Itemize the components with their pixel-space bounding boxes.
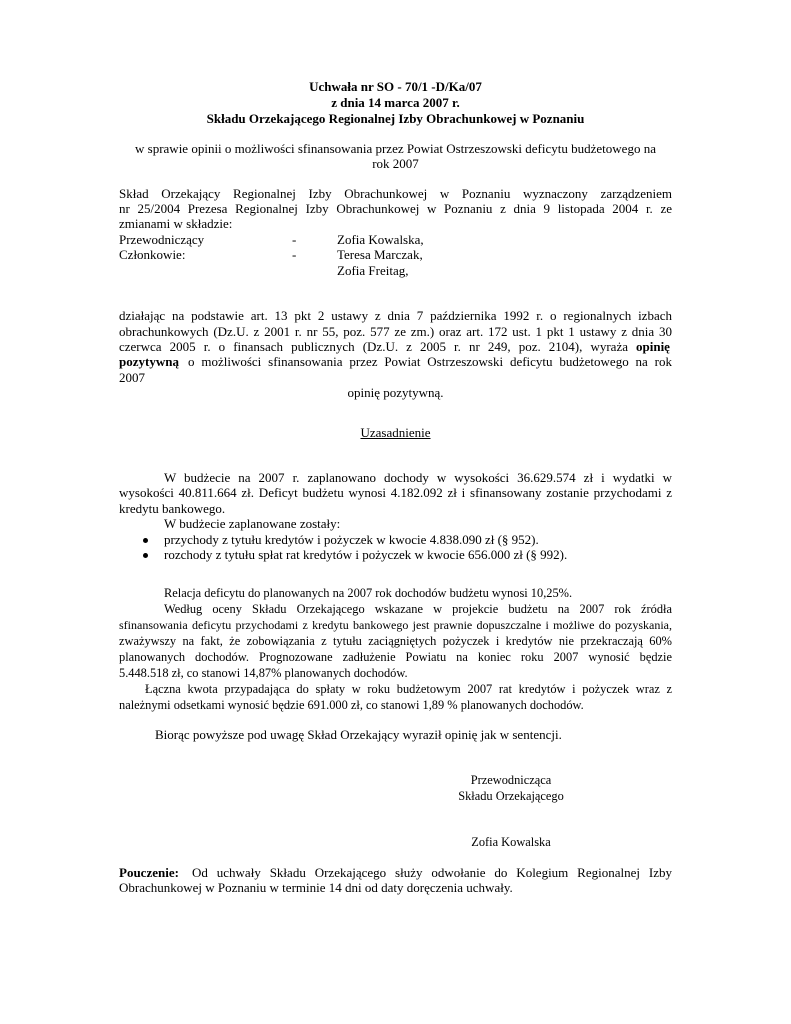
justification-title: Uzasadnienie bbox=[360, 425, 431, 440]
decision-opinion-bold: opinię bbox=[636, 339, 670, 354]
members-label: Członkowie: bbox=[119, 247, 186, 262]
bullet-item: przychody z tytułu kredytów i pożyczek w kwocie 4.838.090 zł (§ 952). bbox=[164, 532, 539, 547]
justification-p4-line-2: należnymi odsetkami wynosić będzie 691.000 zł, co stanowi 1,89 % planowanych dochodów. bbox=[119, 698, 584, 712]
signature-name: Zofia Kowalska bbox=[471, 835, 551, 849]
signature-role-2: Składu Orzekającego bbox=[458, 789, 564, 803]
resolution-number: Uchwała nr SO - 70/1 -D/Ka/07 bbox=[309, 79, 482, 94]
subject-line-1: w sprawie opinii o możliwości sfinansowania przez Powiat Ostrzeszowski deficytu budżetowego na bbox=[135, 141, 656, 156]
planned-intro: W budżecie zaplanowane zostały: bbox=[164, 516, 341, 531]
bullet-item: rozchody z tytułu spłat rat kredytów i pożyczek w kwocie 656.000 zł (§ 992). bbox=[164, 547, 568, 562]
decision-line-5: 2007 bbox=[119, 370, 145, 385]
chair-label: Przewodniczący bbox=[119, 232, 205, 247]
decision-positive-bold: pozytywną bbox=[119, 354, 179, 369]
signature-role-1: Przewodnicząca bbox=[470, 773, 552, 787]
instruction-line-2: Obrachunkowej w Poznaniu w terminie 14 dni od daty doręczenia uchwały. bbox=[119, 880, 513, 895]
resolution-date: z dnia 14 marca 2007 r. bbox=[331, 95, 460, 110]
justification-p4-line-1: Łączna kwota przypadająca do spłaty w roku budżetowym 2007 rat kredytów i pożyczek wraz z bbox=[145, 682, 672, 696]
justification-p3-line-1: Według oceny Składu Orzekającego wskazane w projekcie budżetu na 2007 rok źródła bbox=[164, 602, 672, 616]
justification-p3-line-2: sfinansowania deficytu przychodami z kredytu bankowego jest prawnie dopuszczalne i możliwe do pozyskania, bbox=[119, 618, 672, 632]
instruction-label: Pouczenie: bbox=[119, 865, 179, 880]
chair-name: Zofia Kowalska, bbox=[337, 232, 424, 247]
justification-p3-line-3: zważywszy na fakt, że zobowiązania z tytułu zaciągniętych pożyczek i kredytów nie przekraczają 60% bbox=[119, 634, 672, 648]
decision-line-3: czerwca 2005 r. o finansach publicznych (Dz.U. z 2005 r. nr 249, poz. 2104), wyraża bbox=[119, 339, 628, 354]
justification-p1-line-2: wysokości 40.811.664 zł. Deficyt budżetu wynosi 4.182.092 zł i sfinansowany zostanie przychodami z bbox=[119, 485, 672, 500]
bullet-icon bbox=[143, 553, 148, 558]
decision-line-4: o możliwości sfinansowania przez Powiat Ostrzeszowski deficytu budżetowego na rok bbox=[188, 354, 672, 369]
decision-line-2: obrachunkowych (Dz.U. z 2001 r. nr 55, poz. 577 ze zm.) oraz art. 172 ust. 1 pkt 1 ustawy z dnia 30 bbox=[119, 324, 672, 339]
justification-p2: Relacja deficytu do planowanych na 2007 rok dochodów budżetu wynosi 10,25%. bbox=[164, 586, 573, 600]
justification-p5: Biorąc powyższe pod uwagę Skład Orzekający wyraził opinię jak w sentencji. bbox=[155, 727, 562, 742]
justification-p1-line-3: kredytu bankowego. bbox=[119, 501, 226, 516]
intro-line-1: Skład Orzekający Regionalnej Izby Obrachunkowej w Poznaniu wyznaczony zarządzeniem bbox=[119, 186, 672, 201]
decision-line-1: działając na podstawie art. 13 pkt 2 ustawy z dnia 7 października 1992 r. o regionalnych izbach bbox=[119, 308, 672, 323]
members-dash: - bbox=[292, 247, 297, 262]
justification-p3-line-4: planowanych dochodów. Prognozowane zadłużenie Powiatu na koniec roku 2007 wynosić będzie bbox=[119, 650, 672, 664]
chair-dash: - bbox=[292, 232, 297, 247]
bullet-icon bbox=[143, 538, 148, 543]
subject-line-2: rok 2007 bbox=[372, 156, 419, 171]
justification-p3-line-5: 5.448.518 zł, co stanowi 14,87% planowanych dochodów. bbox=[119, 666, 408, 680]
member-name: Teresa Marczak, bbox=[337, 247, 423, 262]
intro-line-3: zmianami w składzie: bbox=[119, 216, 233, 231]
decision-opinion: opinię pozytywną. bbox=[347, 385, 444, 400]
justification-p1-line-1: W budżecie na 2007 r. zaplanowano dochody w wysokości 36.629.574 zł i wydatki w bbox=[164, 470, 672, 485]
intro-line-2: nr 25/2004 Prezesa Regionalnej Izby Obrachunkowej w Poznaniu z dnia 9 listopada 2004 r. ze bbox=[119, 201, 672, 216]
issuing-body: Składu Orzekającego Regionalnej Izby Obrachunkowej w Poznaniu bbox=[206, 111, 585, 126]
member-name: Zofia Freitag, bbox=[337, 263, 409, 278]
instruction-line-1: Od uchwały Składu Orzekającego służy odwołanie do Kolegium Regionalnej Izby bbox=[192, 865, 672, 880]
